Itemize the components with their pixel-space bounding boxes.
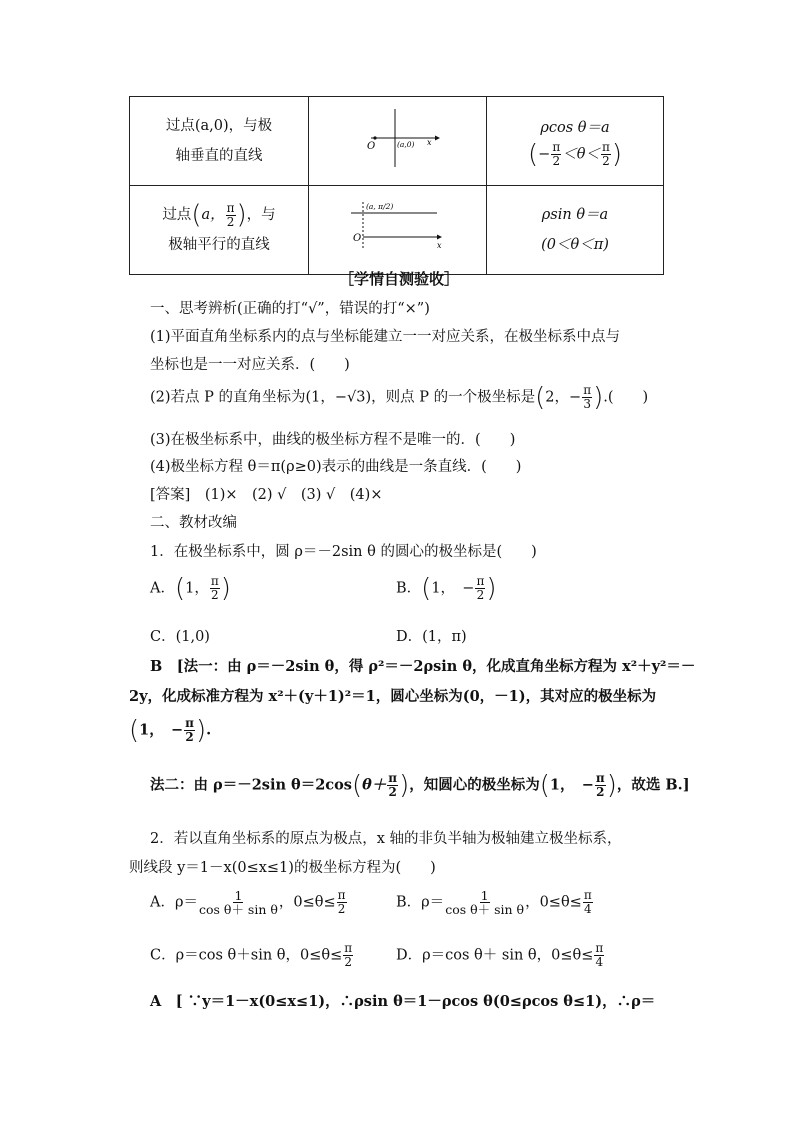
row2-equation <box>487 186 664 275</box>
horizontal-line-diagram <box>309 186 486 270</box>
row2-diagram <box>309 186 487 275</box>
x-axis-label: x <box>437 241 442 250</box>
part1-q2: (2)若点 P 的直角坐标为(1，−√3)，则点 P 的一个极坐标是(2，− $\frac{\pi}{3}$ ).( ) <box>150 382 649 413</box>
q1-solution-line4: 法二：由 ρ＝－2sin θ＝2cos(θ＋ $\frac{\pi}{2}$ )，知圆心的极坐标为(1， − $\frac{\pi}{2}$ )，故选 B.] <box>150 770 690 801</box>
section-title: ［学情自测验收］ <box>339 270 460 288</box>
row2-description <box>130 186 309 275</box>
q1-stem: 1．在极坐标系中，圆 ρ＝－2sin θ 的圆心的极坐标是( ) <box>150 544 537 560</box>
row1-equation <box>487 97 664 186</box>
q1-solution-line3: (1， − $\frac{\pi}{2}$ ). <box>129 715 212 746</box>
q2-option-d[interactable]: D．ρ＝cos θ＋ sin θ，0≤θ≤ $\frac{\pi}{4}$ <box>396 941 604 969</box>
part1-title: 一、思考辨析(正确的打“√”，错误的打“×”) <box>150 301 430 317</box>
q1-solution-line2: 2y，化成标准方程为 x²＋(y＋1)²＝1，圆心坐标为(0，－1)，其对应的极坐标为 <box>129 688 657 705</box>
row1-range: (− $\frac{\pi}{2}$ ＜θ＜ $\frac{\pi}{2}$ ) <box>528 139 622 170</box>
x-axis-label: x <box>427 138 432 147</box>
q1-option-d[interactable]: D．(1，π) <box>396 629 467 645</box>
row1-diagram <box>309 97 487 186</box>
q1-option-b[interactable]: B．(1， − $\frac{\pi}{2}$ ) <box>396 573 497 604</box>
part1-q1-line2: 坐标也是一一对应关系．( ) <box>150 357 350 373</box>
point-label: (a, π/2) <box>366 202 394 211</box>
row1-description <box>130 97 309 186</box>
row1-equation-text: ρcos θ＝a <box>540 120 610 136</box>
row2-equation-text: ρsin θ＝a <box>541 207 609 223</box>
part1-q3: (3)在极坐标系中，曲线的极坐标方程不是唯一的．( ) <box>150 432 516 448</box>
q1-solution-line1: B [法一：由 ρ＝－2sin θ，得 ρ²＝－2ρsin θ，化成直角坐标方程为 x²＋y²＝－ <box>150 658 696 675</box>
vertical-line-diagram <box>309 97 486 181</box>
polar-equation-table <box>129 96 664 275</box>
row2-desc-line1: 过点(a， $\frac{\pi}{2}$ )，与 <box>162 200 276 230</box>
q2-stem-line1: 2．若以直角坐标系的原点为极点，x 轴的非负半轴为极轴建立极坐标系， <box>150 831 622 847</box>
part1-answer: [答案] (1)× (2) √ (3) √ (4)× <box>150 487 383 503</box>
q1-option-c[interactable]: C．(1,0) <box>150 629 210 645</box>
part2-title: 二、教材改编 <box>150 515 237 531</box>
row1-desc-line1: 过点(a,0)，与极 <box>165 118 273 134</box>
q1-option-a[interactable]: A．(1， $\frac{\pi}{2}$ ) <box>150 573 231 604</box>
row1-desc-line2: 轴垂直的直线 <box>175 148 263 164</box>
point-label: (a,0) <box>397 140 415 149</box>
origin-label: O <box>353 233 362 244</box>
q2-option-a[interactable]: A．ρ＝ $\frac{1}{\text{cos θ＋ sin θ}}$ ，0≤θ≤ $\frac{\pi}{2}$ <box>150 888 346 917</box>
q2-solution-line1: A [ ∵y＝1－x(0≤x≤1)，∴ρsin θ＝1－ρcos θ(0≤ρcos θ≤1)，∴ρ＝ <box>150 993 656 1010</box>
part1-q4: (4)极坐标方程 θ＝π(ρ≥0)表示的曲线是一条直线．( ) <box>150 459 522 475</box>
q2-option-b[interactable]: B．ρ＝ $\frac{1}{\text{cos θ＋ sin θ}}$ ，0≤θ≤ $\frac{\pi}{4}$ <box>396 888 592 917</box>
q2-stem-line2: 则线段 y＝1－x(0≤x≤1)的极坐标方程为( ) <box>129 860 436 876</box>
row2-range: (0＜θ＜π) <box>541 237 609 253</box>
part1-q1-line1: (1)平面直角坐标系内的点与坐标能建立一一对应关系，在极坐标系中点与 <box>150 329 621 345</box>
row2-desc-line2: 极轴平行的直线 <box>168 237 270 253</box>
origin-label: O <box>367 141 376 152</box>
q2-option-c[interactable]: C．ρ＝cos θ＋sin θ，0≤θ≤ $\frac{\pi}{2}$ <box>150 941 353 969</box>
